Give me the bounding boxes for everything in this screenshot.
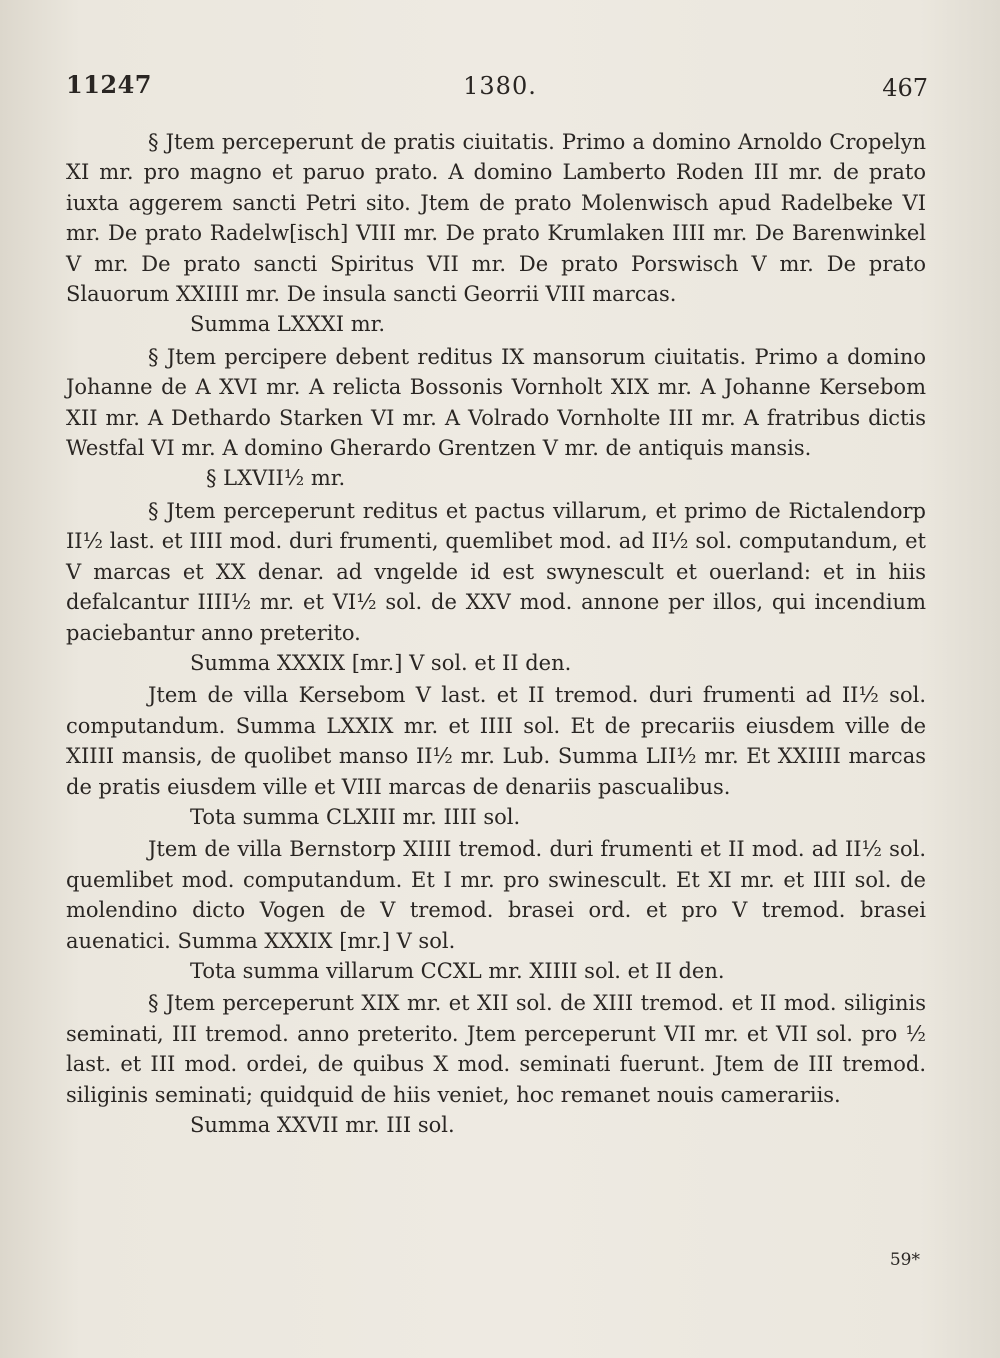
document-year: 1380. — [463, 72, 537, 100]
paragraph-villarum: § Jtem perceperunt reditus et pactus villarum, et primo de Rictalendorp II½ last. et IIII mod. duri frumenti, quemlibet mod. ad II½ sol. computandum, et V marcas et XX denar. ad vngelde id est swynescult et ouerland: et in hiis defalcantur IIII½ mr. et VI½ sol. de XXV mod. annone per illos, qui incendium paciebantur anno preterito. — [66, 498, 926, 645]
paragraph-pratis: § Jtem perceperunt de pratis ciuitatis. Primo a domino Arnoldo Cropelyn XI mr. pro magno et paruo prato. A domino Lamberto Roden III mr. de prato iuxta aggerem sancti Petri sito. Jtem de prato Molenwisch apud Radelbeke VI mr. De prato Radelw[isch] VIII mr. De prato Krumlaken IIII mr. De Barenwinkel V mr. De prato sancti Spiritus VII mr. De prato Porswisch V mr. De prato Slauorum XXIIII mr. De insula sancti Georrii VIII marcas. — [66, 130, 926, 307]
signature-mark: 59* — [889, 1250, 920, 1270]
summa-line: Summa LXXXI mr. — [190, 312, 386, 337]
document-number: 11247 — [66, 70, 152, 99]
paragraph-siliginis: § Jtem perceperunt XIX mr. et XII sol. de XIII tremod. et II mod. siliginis seminati, III tremod. anno preterito. Jtem perceperunt VII mr. et VII sol. pro ½ last. et III mod. ordei, de quibus X mod. seminati fuerunt. Jtem de III tremod. siliginis seminati; quidquid de hiis veniet, hoc remanet nouis camerariis. — [66, 991, 926, 1107]
paragraph-mansorum: § Jtem percipere debent reditus IX mansorum ciuitatis. Primo a domino Johanne de A XVI mr. A relicta Bossonis Vornholt XIX mr. A Johanne Kersebom XII mr. A Dethardo Starken VI mr. A Volrado Vornholte III mr. A fratribus dictis Westfal VI mr. A domino Gherardo Grentzen V mr. de antiquis mansis. — [66, 344, 926, 461]
paragraph-bernstorp: Jtem de villa Bernstorp XIIII tremod. duri frumenti et II mod. ad II½ sol. quemlibet mod. computandum. Et I mr. pro swinescult. Et XI mr. et IIII sol. de molendino dicto Vogen de V tremod. brasei ord. et pro V tremod. brasei auenatici. Summa XXXIX [mr.] V sol. — [66, 837, 926, 953]
page-number: 467 — [882, 74, 928, 102]
summa-line: Summa XXXIX [mr.] V sol. et II den. — [190, 650, 572, 675]
tota-summa-line: Tota summa CLXIII mr. IIII sol. — [190, 804, 521, 829]
document-body — [66, 127, 926, 1140]
page-header — [0, 70, 1000, 110]
tota-summa-line: Tota summa villarum CCXL mr. XIIII sol. et II den. — [190, 958, 725, 983]
summa-line: § LXVII½ mr. — [206, 466, 346, 491]
summa-line: Summa XXVII mr. III sol. — [190, 1113, 455, 1137]
paragraph-kersebom: Jtem de villa Kersebom V last. et II tremod. duri frumenti ad II½ sol. computandum. Summa LXXIX mr. et IIII sol. Et de precariis eiusdem ville de XIIII mansis, de quolibet manso II½ mr. Lub. Summa LII½ mr. Et XXIIII marcas de pratis eiusdem ville et VIII marcas de denariis pascualibus. — [66, 683, 926, 799]
